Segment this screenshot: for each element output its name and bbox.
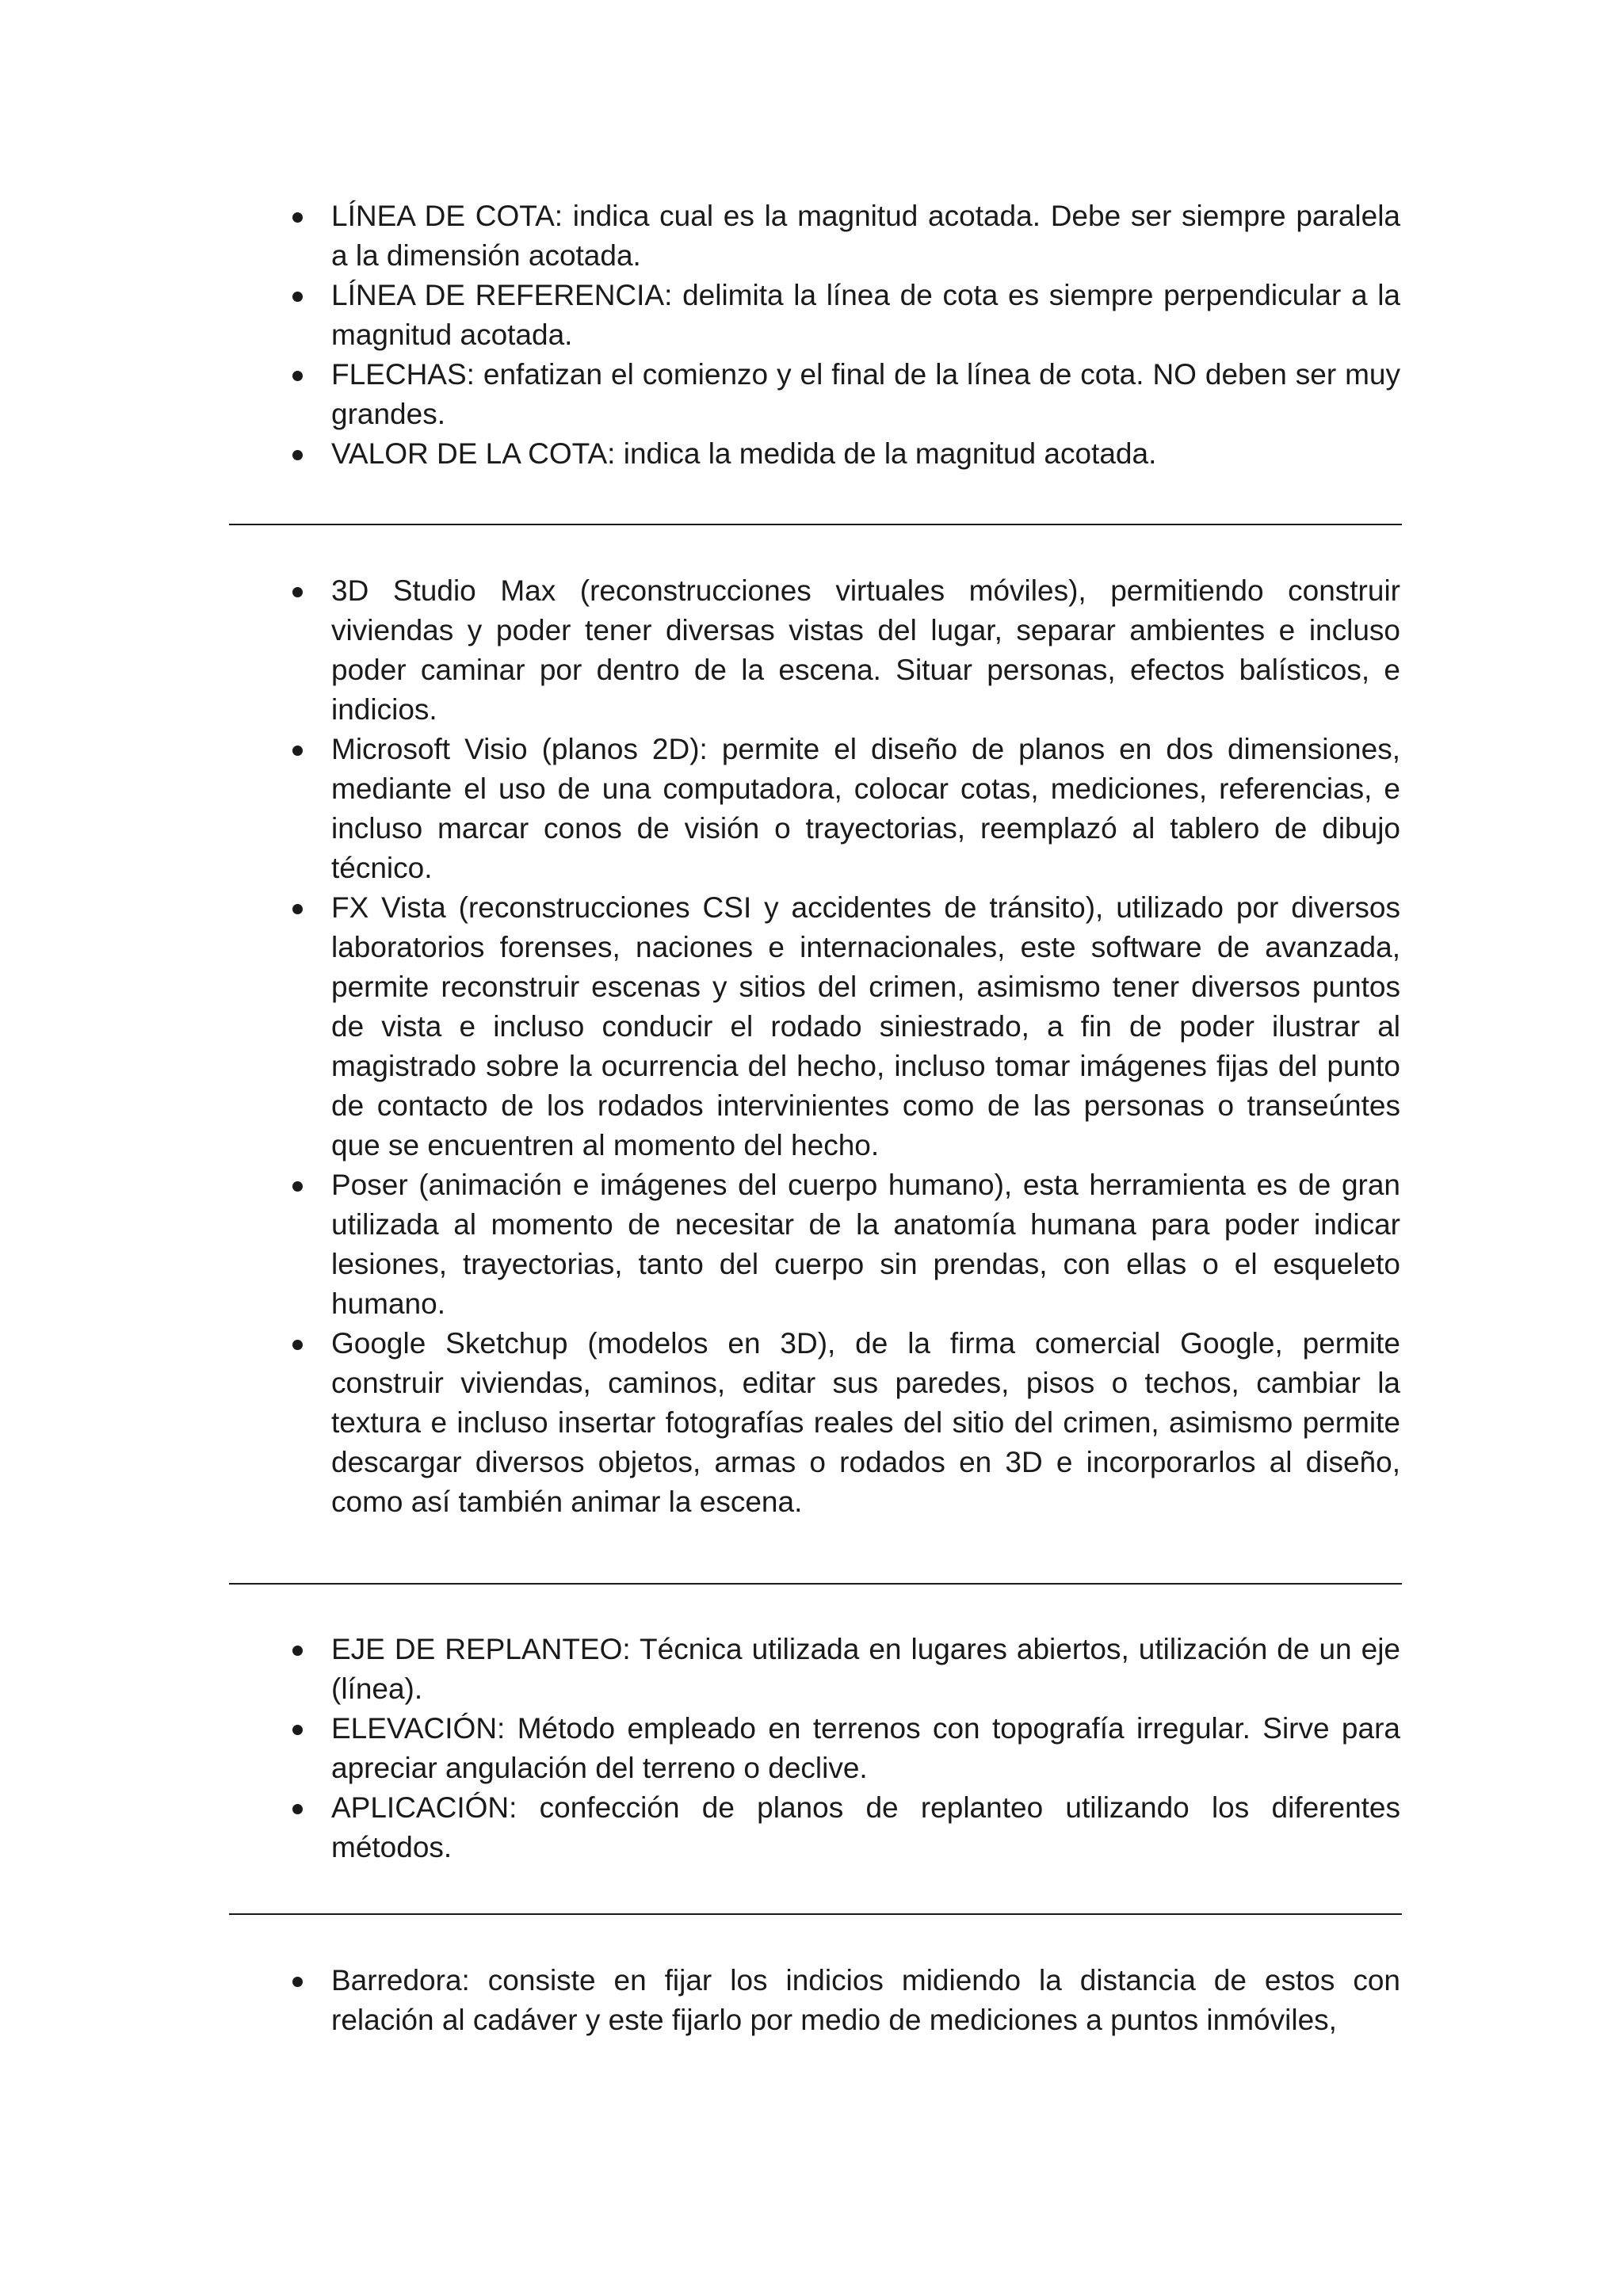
bullet-icon bbox=[292, 1977, 303, 1987]
bullet-icon bbox=[292, 1646, 303, 1656]
list-item bbox=[331, 1630, 1400, 1709]
list-item bbox=[331, 1709, 1400, 1788]
section-cotas bbox=[0, 196, 1623, 474]
list-item-text: APLICACIÓN: confección de planos de replanteo utilizando los diferentes métodos. bbox=[331, 1791, 1400, 1863]
list-item bbox=[331, 888, 1400, 1165]
list-item-text: 3D Studio Max (reconstrucciones virtuales móviles), permitiendo construir viviendas y poder tener diversas vistas del lugar, separar ambientes e incluso poder caminar por dentro de la escena. Situar personas, efectos balísticos, e indicios. bbox=[331, 574, 1400, 726]
bullet-icon bbox=[292, 746, 303, 756]
bullet-icon bbox=[292, 904, 303, 914]
section-replanteo bbox=[0, 1630, 1623, 1867]
horizontal-rule bbox=[229, 524, 1402, 525]
list-item-text: EJE DE REPLANTEO: Técnica utilizada en lugares abiertos, utilización de un eje (línea). bbox=[331, 1633, 1400, 1705]
bullet-list-replanteo bbox=[0, 1630, 1623, 1867]
list-item bbox=[331, 355, 1400, 434]
list-item-text: Microsoft Visio (planos 2D): permite el diseño de planos en dos dimensiones, mediante el uso de una computadora, colocar cotas, mediciones, referencias, e incluso marcar conos de visión o trayectorias, reemplazó al tablero de dibujo técnico. bbox=[331, 733, 1400, 884]
bullet-icon bbox=[292, 212, 303, 223]
list-item bbox=[331, 1961, 1400, 2040]
list-item bbox=[331, 434, 1400, 474]
list-item bbox=[331, 1788, 1400, 1867]
bullet-list-barredora bbox=[0, 1961, 1623, 2040]
section-barredora bbox=[0, 1961, 1623, 2040]
list-item-text: LÍNEA DE COTA: indica cual es la magnitud acotada. Debe ser siempre paralela a la dimensión acotada. bbox=[331, 200, 1400, 272]
list-item-text: ELEVACIÓN: Método empleado en terrenos con topografía irregular. Sirve para apreciar angulación del terreno o declive. bbox=[331, 1712, 1400, 1784]
list-item-text: Poser (animación e imágenes del cuerpo humano), esta herramienta es de gran utilizada al momento de necesitar de la anatomía humana para poder indicar lesiones, trayectorias, tanto del cuerpo sin prendas, con ellas o el esqueleto humano. bbox=[331, 1169, 1400, 1320]
list-item-text: FLECHAS: enfatizan el comienzo y el final de la línea de cota. NO deben ser muy grandes. bbox=[331, 358, 1400, 430]
list-item bbox=[331, 571, 1400, 730]
bullet-icon bbox=[292, 450, 303, 460]
bullet-icon bbox=[292, 587, 303, 597]
list-item bbox=[331, 196, 1400, 276]
list-item-text: VALOR DE LA COTA: indica la medida de la magnitud acotada. bbox=[331, 437, 1157, 470]
list-item bbox=[331, 730, 1400, 888]
list-item bbox=[331, 1165, 1400, 1324]
list-item-text: Google Sketchup (modelos en 3D), de la firma comercial Google, permite construir viviendas, caminos, editar sus paredes, pisos o techos, cambiar la textura e incluso insertar fotografías reales del sitio del crimen, asimismo permite descargar diversos objetos, armas o rodados en 3D e incorporarlos al diseño, como así también animar la escena. bbox=[331, 1327, 1400, 1518]
bullet-list-software bbox=[0, 571, 1623, 1522]
list-item-text: Barredora: consiste en fijar los indicios midiendo la distancia de estos con relación al cadáver y este fijarlo por medio de mediciones a puntos inmóviles, bbox=[331, 1964, 1400, 2036]
list-item-text: LÍNEA DE REFERENCIA: delimita la línea de cota es siempre perpendicular a la magnitud acotada. bbox=[331, 279, 1400, 351]
list-item-text: FX Vista (reconstrucciones CSI y accidentes de tránsito), utilizado por diversos laboratorios forenses, naciones e internacionales, este software de avanzada, permite reconstruir escenas y sitios del crimen, asimismo tener diversos puntos de vista e incluso conducir el rodado siniestrado, a fin de poder ilustrar al magistrado sobre la ocurrencia del hecho, incluso tomar imágenes fijas del punto de contacto de los rodados intervinientes como de las personas o transeúntes que se encuentren al momento del hecho. bbox=[331, 891, 1400, 1161]
bullet-icon bbox=[292, 1181, 303, 1192]
bullet-icon bbox=[292, 1340, 303, 1350]
bullet-icon bbox=[292, 292, 303, 302]
section-software bbox=[0, 571, 1623, 1522]
bullet-list-cotas bbox=[0, 196, 1623, 474]
bullet-icon bbox=[292, 1725, 303, 1735]
horizontal-rule bbox=[229, 1913, 1402, 1915]
list-item bbox=[331, 1324, 1400, 1522]
bullet-icon bbox=[292, 1804, 303, 1814]
horizontal-rule bbox=[229, 1583, 1402, 1585]
bullet-icon bbox=[292, 371, 303, 381]
list-item bbox=[331, 276, 1400, 355]
